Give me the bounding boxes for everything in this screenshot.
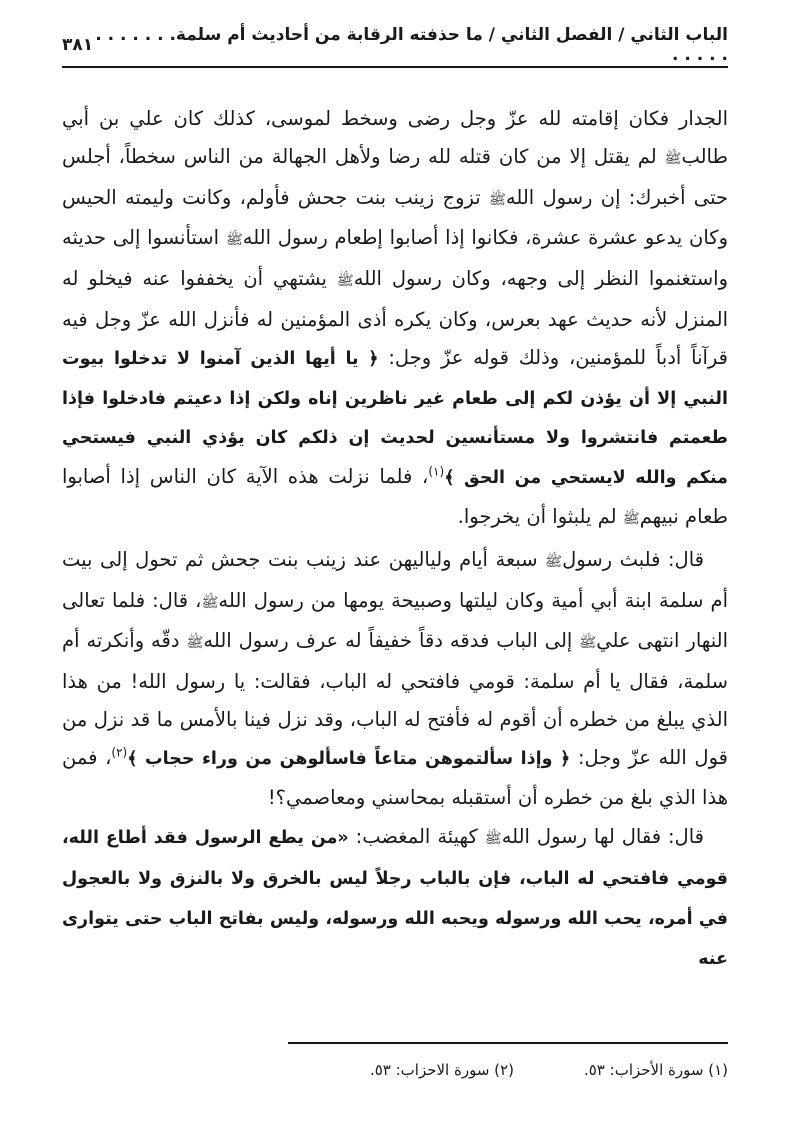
honorific-glyph: ﷺ bbox=[186, 635, 204, 652]
hadith-quote: «من يطع الرسول فقد أطاع الله، قومي فافتحي له الباب، فإن بالباب رجلاً ليس بالخرق ولا بالنزق ولا بالعجول في أمره، يحب الله ورسوله ويحبه الله ورسوله، وليس بفاتح الباب حتى يتوارى عنه bbox=[62, 828, 728, 969]
paragraph-1 bbox=[62, 100, 728, 539]
footnote-ref[interactable]: (١) bbox=[428, 464, 445, 479]
text-run: إلى الباب فدقه دقاً خفيفاً له عرف رسول الله bbox=[203, 629, 580, 653]
text-run: قال: فقال لها رسول الله bbox=[501, 825, 704, 849]
footnote-2: (٢) سورة الاحزاب: ٥٣. bbox=[369, 1061, 514, 1079]
text-run: سبعة أيام ولياليهن عند زينب بنت جحش ثم تحول إلى بيت أم سلمة ابنة أبي أمية وكان ليلتها وصبيحة يومها من رسول الله bbox=[62, 547, 728, 612]
footnote-1: (١) سورة الأحزاب: ٥٣. bbox=[583, 1061, 728, 1079]
text-run: ، فلما نزلت هذه الآية كان الناس إذا أصابوا طعام نبيهم bbox=[62, 465, 728, 528]
honorific-glyph: ﷺ bbox=[545, 553, 563, 570]
text-run: دقّه وأنكرته أم سلمة، فقال يا أم سلمة: قومي فافتحي له الباب، فقالت: يا رسول الله! من هذا الذي يبلغ من خطره أن أقوم له فأفتح له الباب، وقد نزل فينا بالأمس ما قد نزل من قول الله عزّ وجل: bbox=[62, 629, 728, 769]
honorific-glyph: ﷺ bbox=[664, 150, 682, 167]
header-divider bbox=[62, 66, 728, 68]
text-run: لم يلبثوا أن يخرجوا. bbox=[457, 504, 623, 528]
text-run: الجدار فكان إقامته لله عزّ وجل رضى وسخط لموسى، كذلك كان علي بن أبي طالب bbox=[62, 107, 728, 168]
footnote-divider bbox=[288, 1042, 728, 1044]
text-run: ، فمن هذا الذي بلغ من خطره أن أستقبله بمحاسني ومعاصمي؟! bbox=[62, 745, 728, 809]
honorific-glyph: ﷺ bbox=[484, 831, 502, 848]
honorific-glyph: ﷺ bbox=[225, 232, 243, 249]
running-title: الباب الثاني / الفصل الثاني / ما حذفته الرقابة من أحاديث أم سلمة. . . . . . . . . . . . bbox=[95, 25, 728, 65]
page-header bbox=[62, 25, 728, 65]
text-run: استأنسوا إلى حديثه واستغنموا النظر إلى وجهه، وكان رسول الله bbox=[62, 226, 728, 291]
text-run: كهيئة المغضب: bbox=[348, 825, 485, 849]
honorific-glyph: ﷺ bbox=[622, 510, 640, 527]
footnote-ref[interactable]: (٢) bbox=[111, 745, 128, 760]
text-run: يشتهي أن يخففوا عنه فيخلو له المنزل لأنه حديث عهد بعرس، وكان يكره أذى المؤمنين له فأنزل الله عزّ وجل فيه قرآناً أدباً للمؤمنين، وذلك قوله عزّ وجل: bbox=[62, 267, 728, 369]
honorific-glyph: ﷺ bbox=[201, 594, 219, 611]
honorific-glyph: ﷺ bbox=[336, 273, 354, 290]
honorific-glyph: ﷺ bbox=[488, 191, 506, 208]
paragraph-2 bbox=[62, 541, 728, 817]
text-run: لم يقتل إلا من كان قتله لله رضا ولأهل الجهالة من الناس سخطاً، أجلس حتى أخبرك: إن رسول الله bbox=[62, 144, 729, 209]
quran-verse: ﴿ وإذا سألتموهن متاعاً فاسألوهن من وراء حجاب ﴾ bbox=[127, 748, 571, 769]
text-run: قال: فلبث رسول bbox=[562, 547, 704, 571]
page-number: ٣٨١ bbox=[62, 35, 94, 55]
footnotes bbox=[62, 1058, 728, 1082]
text-run: تزوج زينب بنت جحش فأولم، وكانت وليمته الحيس وكان يدعو عشرة عشرة، فكانوا إذا أصابوا إطعام رسول الله bbox=[62, 185, 729, 250]
paragraph-3 bbox=[62, 818, 728, 978]
honorific-glyph: ﷺ bbox=[579, 635, 597, 652]
text-run: ، قال: فلما تعالى النهار انتهى علي bbox=[62, 588, 729, 653]
quran-verse: ﴿ يا أيها الذين آمنوا لا تدخلوا بيوت النبي إلا أن يؤذن لكم إلى طعام غير ناظرين إناه ولكن إذا دعيتم فادخلوا فإذا طعمتم فانتشروا ولا مستأنسين لحديث إن ذلكم كان يؤذي النبي فيستحي منكم والله لايستحي من الحق ﴾ bbox=[62, 348, 728, 489]
main-text bbox=[62, 100, 728, 979]
